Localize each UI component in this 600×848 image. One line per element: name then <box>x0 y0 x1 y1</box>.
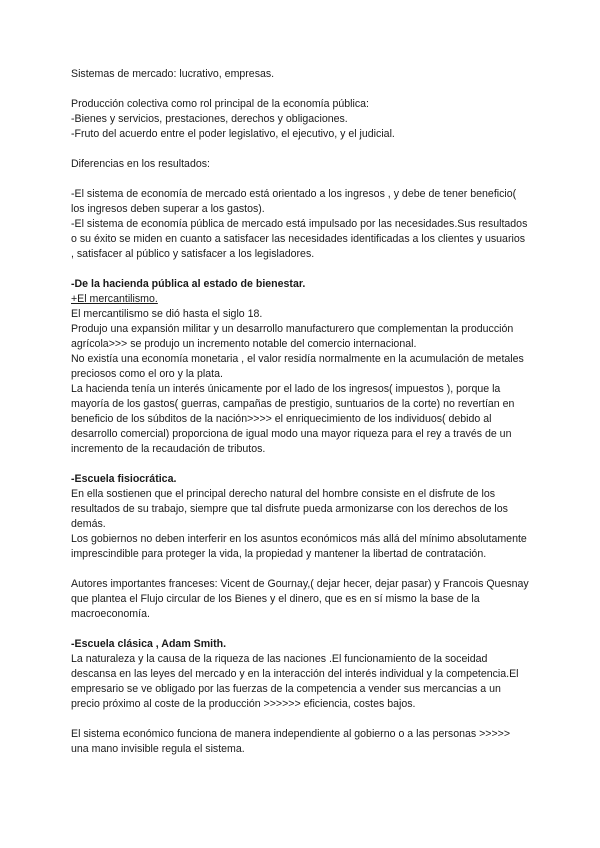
intro-line: Sistemas de mercado: lucrativo, empresas. <box>71 68 275 80</box>
paragraph: La naturaleza y la causa de la riqueza de las naciones .El funcionamiento de la soceidad descansa en las leyes del mercado y en la interacción del interés individual y la competencia.El empresario se ve obligado por las fuerzas de la competencia a vender sus mercancias a un precio próximo al coste de la producción >>>>>> eficiencia, costes bajos. <box>71 653 519 710</box>
paragraph: En ella sostienen que el principal derecho natural del hombre consiste en el disfrute de los resultados de su trabajo, siempre que tal disfrute pueda armonizarse con los derechos de los demás. <box>71 488 508 530</box>
section-heading-hacienda: -De la hacienda pública al estado de bienestar. <box>71 278 306 290</box>
paragraph: -El sistema de economía pública de mercado está impulsado por las necesidades.Sus resultados o su éxito se miden en cuanto a satisfacer las necesidades identificadas a los clientes y usuarios , satisfacer al público y satisfacer a los legisladores. <box>71 218 528 260</box>
produccion-intro: Producción colectiva como rol principal de la economía pública: <box>71 98 369 110</box>
paragraph: Los gobiernos no deben interferir en los asuntos económicos más allá del mínimo absolutamente imprescindible para proteger la vida, la propiedad y mantener la libertad de contratación. <box>71 533 527 560</box>
produccion-item: -Bienes y servicios, prestaciones, derechos y obligaciones. <box>71 113 348 125</box>
paragraph: Autores importantes franceses: Vicent de Gournay,( dejar hecer, dejar pasar) y Francois Quesnay que plantea el Flujo circular de los Bienes y el dinero, que es en sí mismo la base de la macroeconomía. <box>71 578 529 620</box>
paragraph: El sistema económico funciona de manera independiente al gobierno o a las personas >>>>> una mano invisible regula el sistema. <box>71 728 511 755</box>
paragraph: -El sistema de economía de mercado está orientado a los ingresos , y debe de tener beneficio( los ingresos deben superar a los gastos). <box>71 188 517 215</box>
paragraph: No existía una economía monetaria , el valor residía normalmente en la acumulación de metales preciosos como el oro y la plata. <box>71 353 524 380</box>
paragraph: El mercantilismo se dió hasta el siglo 18. <box>71 308 263 320</box>
paragraph: Produjo una expansión militar y un desarrollo manufacturero que complementan la producción agrícola>>> se produjo un incremento notable del comercio internacional. <box>71 323 514 350</box>
diferencias-title: Diferencias en los resultados: <box>71 158 210 170</box>
section-heading-clasica: -Escuela clásica , Adam Smith. <box>71 638 227 650</box>
produccion-item: -Fruto del acuerdo entre el poder legislativo, el ejecutivo, y el judicial. <box>71 128 395 140</box>
subheading-mercantilismo: +El mercantilismo. <box>71 293 158 305</box>
section-heading-fisiocratica: -Escuela fisiocrática. <box>71 473 177 485</box>
paragraph: La hacienda tenía un interés únicamente por el lado de los ingresos( impuestos ), porque la mayoría de los gastos( guerras, campañas de prestigio, suntuarios de la corte) no revertían en beneficio de los súbditos de la nación>>>> el enriquecimiento de los individuos( debido al desarrollo comercial) proporciona de igual modo una mayor riqueza para el rey a través de un incremento de la recaudación de tributos. <box>71 383 515 455</box>
